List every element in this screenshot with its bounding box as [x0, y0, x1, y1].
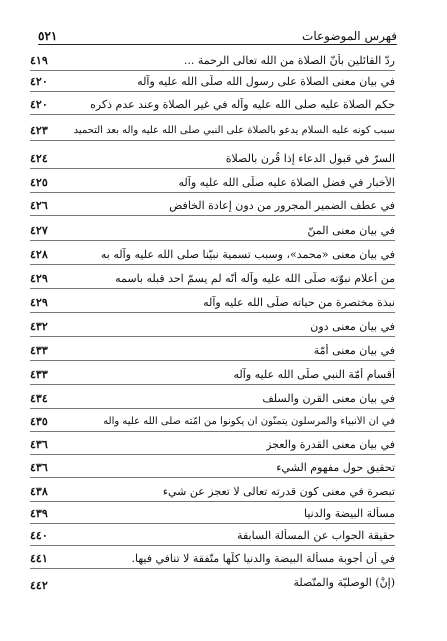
entry-title: مسألة البيضة والدنيا	[303, 506, 395, 520]
index-entry	[30, 434, 395, 455]
entry-page: ٤٣٨	[30, 484, 48, 498]
entry-page: ٤٢٩	[30, 271, 48, 285]
entry-title: من أعلام نبوّته صلّى الله عليه وآله أنّه لم يسمّ احد قبله باسمه	[115, 271, 395, 285]
entry-title: في بيان معنى القدرة والعجز	[266, 437, 395, 451]
entry-page: ٤٣٥	[30, 414, 48, 428]
entry-title: في بيان معنى القرن والسلف	[262, 391, 395, 405]
entry-page: ٤٢٥	[30, 175, 48, 189]
entry-title: في عطف الضمير المجرور من دون إعادة الخافض	[169, 198, 395, 212]
index-entry	[30, 71, 395, 92]
entry-title: (إنْ) الوصليّة والمتّصلة	[293, 575, 395, 589]
index-entry	[30, 572, 395, 592]
index-entry	[30, 148, 395, 169]
index-entry	[30, 525, 395, 546]
entry-title: السرّ في قبول الدعاء إذا قُرن بالصلاة	[225, 151, 395, 165]
entry-page: ٤٢٨	[30, 247, 48, 261]
entry-page: ٤٤١	[30, 551, 48, 565]
header-page-number: ٥٢١	[38, 29, 58, 43]
entry-title: حقيقة الجواب عن المسألة السابقة	[237, 528, 395, 542]
running-header	[38, 22, 397, 45]
entry-title: في بيان معنى أُمّة	[313, 343, 395, 357]
index-entry	[30, 316, 395, 337]
entry-page: ٤٤٢	[30, 579, 48, 592]
entry-page: ٤٣٩	[30, 506, 48, 520]
entry-page: ٤٢٤	[30, 151, 48, 165]
entry-page: ٤٢٠	[30, 97, 48, 111]
entry-title: أقسام أُمّة النبي صلّى الله عليه وآله	[233, 367, 395, 381]
entry-page: ٤١٩	[30, 53, 48, 67]
index-entry	[30, 94, 395, 115]
index-entry	[30, 244, 395, 265]
entry-page: ٤٣٢	[30, 319, 48, 333]
entry-page: ٤٣٣	[30, 343, 48, 357]
entry-page: ٤٣٣	[30, 367, 48, 381]
entry-title: حكم الصلاة عليه صلى الله عليه وآله في غير الصلاة وعند عدم ذكره	[90, 97, 395, 111]
entry-title: تحقيق حول مفهوم الشيء	[276, 460, 395, 474]
index-entry	[30, 120, 395, 141]
entry-title: في بيان معنى المنّ	[307, 223, 395, 237]
entry-title: سبب كونه عليه السلام يدعو بالصلاة على النبي صلى الله عليه وآله بعد التحميد	[73, 124, 395, 136]
index-entry	[30, 50, 395, 71]
entry-page: ٤٣٦	[30, 460, 48, 474]
index-entry	[30, 172, 395, 193]
index-entry	[30, 220, 395, 241]
index-entry	[30, 268, 395, 289]
entry-title: في بيان معنى دون	[310, 319, 395, 333]
index-entry	[30, 195, 395, 216]
entry-page: ٤٢٧	[30, 223, 48, 237]
index-entry	[30, 292, 395, 313]
index-entry	[30, 364, 395, 385]
entry-title: نبذة مختصرة من حياته صلّى الله عليه وآله	[203, 295, 395, 309]
entry-title: تبصرة في معنى كون قدرته تعالى لا تعجز عن شيء	[162, 484, 395, 498]
index-entry	[30, 503, 395, 524]
entry-title: في بيان معنى «محمد»، وسبب تسمية نبيّنا صلى الله عليه وآله به	[100, 247, 395, 261]
entry-page: ٤٢٦	[30, 198, 48, 212]
index-entry	[30, 340, 395, 361]
entry-page: ٤٣٤	[30, 391, 48, 405]
entry-title: في أن الأنبياء والمرسلون يتمنّون أن يكونوا من أمّته صلى الله عليه وآله	[103, 415, 395, 427]
index-entry	[30, 411, 395, 432]
entry-page: ٤٢٩	[30, 295, 48, 309]
entry-page: ٤٢٠	[30, 74, 48, 88]
header-title: فهرس الموضوعات	[302, 29, 397, 43]
index-entry	[30, 388, 395, 409]
entry-title: في أن أجوبة مسألة البيضة والدنيا كلّها متّفقة لا تنافي فيها.	[131, 551, 395, 565]
index-entry	[30, 481, 395, 502]
index-entry	[30, 548, 395, 569]
entry-page: ٤٢٣	[30, 123, 48, 137]
entry-page: ٤٣٦	[30, 437, 48, 451]
entry-page: ٤٤٠	[30, 528, 48, 542]
entry-title: ردّ القائلين بأنّ الصلاة من الله تعالى الرحمة ...	[183, 53, 395, 67]
entry-title: في بيان معنى الصلاة على رسول الله صلّى الله عليه وآله	[137, 74, 395, 88]
index-entry	[30, 457, 395, 478]
entry-title: الأخبار في فضل الصلاة عليه صلّى الله عليه وآله	[178, 175, 395, 189]
